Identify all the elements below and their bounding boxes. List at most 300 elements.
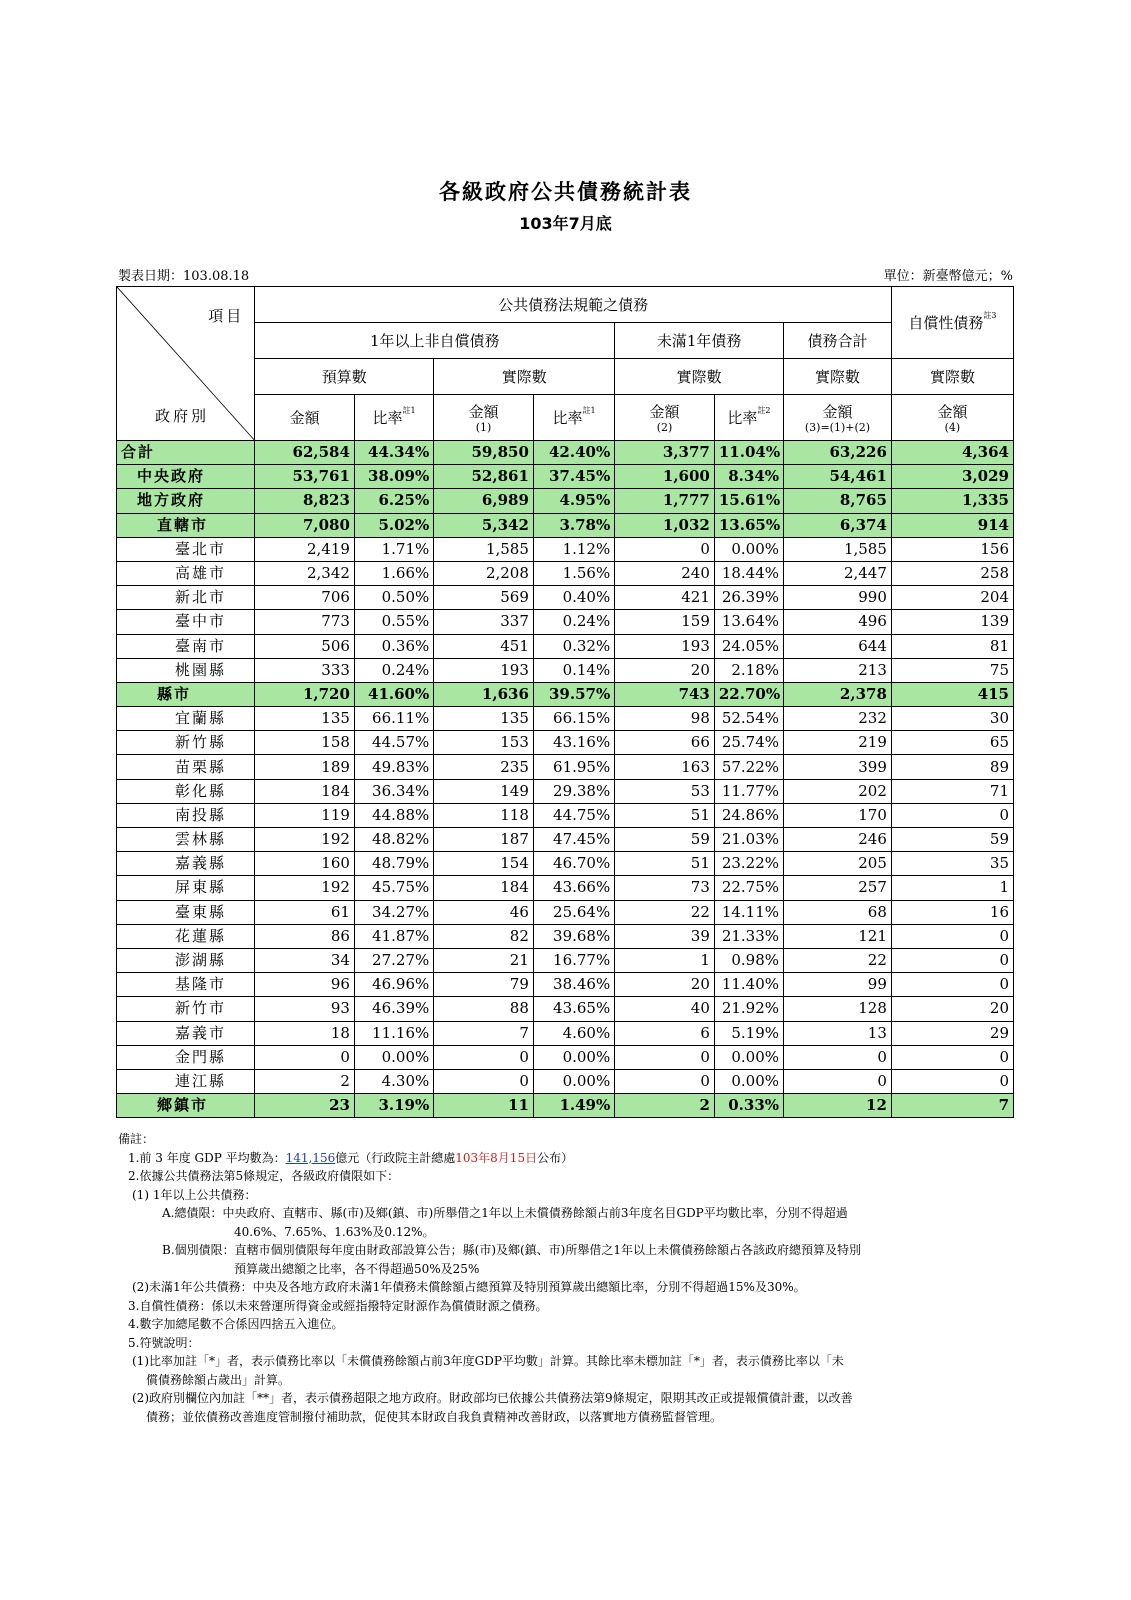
actual-amt-cell: 6,989 xyxy=(434,489,534,513)
actual-ratio-cell: 25.64% xyxy=(533,900,614,924)
self-cell: 0 xyxy=(891,924,1013,948)
gov-name-cell: 宜蘭縣 xyxy=(117,707,255,731)
short-ratio-cell: 11.40% xyxy=(714,973,783,997)
debt-table xyxy=(116,286,1014,1118)
short-ratio-header: 比率$^{註2}$ xyxy=(714,395,783,441)
actual-amt-cell: 135 xyxy=(434,707,534,731)
short-amt-cell: 2 xyxy=(615,1094,715,1118)
table-row xyxy=(117,948,1014,972)
table-row xyxy=(117,828,1014,852)
total-cell: 54,461 xyxy=(784,465,892,489)
self-cell: 71 xyxy=(891,779,1013,803)
short-amt-cell: 59 xyxy=(615,828,715,852)
total-cell: 22 xyxy=(784,948,892,972)
notes-heading: 備註： xyxy=(118,1132,155,1146)
short-amount-header: 金額 (2) xyxy=(615,395,715,441)
budget-amt-cell: 34 xyxy=(255,948,355,972)
short-ratio-cell: 0.98% xyxy=(714,948,783,972)
budget-amt-cell: 8,823 xyxy=(255,489,355,513)
short-amt-cell: 1,032 xyxy=(615,513,715,537)
budget-ratio-cell: 0.50% xyxy=(354,586,433,610)
budget-amt-cell: 18 xyxy=(255,1021,355,1045)
actual-ratio-cell: 43.16% xyxy=(533,731,614,755)
gov-name-cell: 屏東縣 xyxy=(117,876,255,900)
note-5-1: (1)比率加註「*」者，表示債務比率以「未償債務餘額占前3年度GDP平均數」計算。其餘比率未標加註「*」者，表示債務比率以「未 xyxy=(132,1354,844,1368)
self-cell: 29 xyxy=(891,1021,1013,1045)
budget-ratio-cell: 41.87% xyxy=(354,924,433,948)
short-amt-cell: 51 xyxy=(615,803,715,827)
actual-amt-cell: 451 xyxy=(434,634,534,658)
table-row xyxy=(117,658,1014,682)
table-row xyxy=(117,1045,1014,1069)
actual-ratio-cell: 66.15% xyxy=(533,707,614,731)
total-cell: 219 xyxy=(784,731,892,755)
self-cell: 0 xyxy=(891,803,1013,827)
actual-amt-cell: 187 xyxy=(434,828,534,852)
gov-name-cell: 合計 xyxy=(117,441,255,465)
table-row xyxy=(117,973,1014,997)
table-row xyxy=(117,779,1014,803)
actual-ratio-cell: 39.57% xyxy=(533,682,614,706)
gov-name-cell: 臺北市 xyxy=(117,537,255,561)
short-amt-cell: 20 xyxy=(615,658,715,682)
total-cell: 8,765 xyxy=(784,489,892,513)
short-amt-cell: 1,777 xyxy=(615,489,715,513)
self-cell: 3,029 xyxy=(891,465,1013,489)
actual-ratio-cell: 61.95% xyxy=(533,755,614,779)
short-ratio-cell: 24.05% xyxy=(714,634,783,658)
short-amt-cell: 98 xyxy=(615,707,715,731)
budget-amt-cell: 158 xyxy=(255,731,355,755)
actual-amt-cell: 7 xyxy=(434,1021,534,1045)
total-cell: 246 xyxy=(784,828,892,852)
budget-ratio-cell: 66.11% xyxy=(354,707,433,731)
gov-name-cell: 南投縣 xyxy=(117,803,255,827)
budget-ratio-cell: 34.27% xyxy=(354,900,433,924)
table-row xyxy=(117,707,1014,731)
gdp-link[interactable]: 141,156 xyxy=(285,1150,336,1165)
actual-amt-cell: 0 xyxy=(434,1069,534,1093)
short-amt-cell: 40 xyxy=(615,997,715,1021)
self-cell: 35 xyxy=(891,852,1013,876)
short-ratio-cell: 0.00% xyxy=(714,1045,783,1069)
actual-amt-cell: 1,585 xyxy=(434,537,534,561)
gov-name-cell: 嘉義縣 xyxy=(117,852,255,876)
actual-ratio-cell: 42.40% xyxy=(533,441,614,465)
short-amt-cell: 3,377 xyxy=(615,441,715,465)
gov-name-cell: 鄉鎮市 xyxy=(117,1094,255,1118)
budget-ratio-cell: 5.02% xyxy=(354,513,433,537)
self-cell: 0 xyxy=(891,1045,1013,1069)
made-date: 製表日期：103.08.18 xyxy=(118,269,250,284)
actual-ratio-cell: 0.00% xyxy=(533,1045,614,1069)
self-cell: 4,364 xyxy=(891,441,1013,465)
gov-name-cell: 基隆市 xyxy=(117,973,255,997)
gov-name-cell: 直轄市 xyxy=(117,513,255,537)
short-amt-cell: 743 xyxy=(615,682,715,706)
total-cell: 6,374 xyxy=(784,513,892,537)
actual-ratio-cell: 0.14% xyxy=(533,658,614,682)
actual-amt-cell: 337 xyxy=(434,610,534,634)
gov-name-cell: 彰化縣 xyxy=(117,779,255,803)
budget-amt-cell: 2 xyxy=(255,1069,355,1093)
note-5-2: (2)政府別欄位內加註「**」者，表示債務超限之地方政府。財政部均已依據公共債務法第9條規定，限期其改正或提報償債計畫，以改善 xyxy=(132,1391,853,1405)
self-cell: 1 xyxy=(891,876,1013,900)
budget-ratio-cell: 44.57% xyxy=(354,731,433,755)
budget-ratio-cell: 0.55% xyxy=(354,610,433,634)
gov-name-cell: 澎湖縣 xyxy=(117,948,255,972)
self-cell: 415 xyxy=(891,682,1013,706)
budget-amt-cell: 2,419 xyxy=(255,537,355,561)
actual-ratio-cell: 37.45% xyxy=(533,465,614,489)
table-row xyxy=(117,441,1014,465)
short-ratio-cell: 2.18% xyxy=(714,658,783,682)
actual-header: 實際數 xyxy=(434,359,615,395)
short-ratio-cell: 25.74% xyxy=(714,731,783,755)
budget-amt-cell: 7,080 xyxy=(255,513,355,537)
short-ratio-cell: 5.19% xyxy=(714,1021,783,1045)
budget-ratio-cell: 1.71% xyxy=(354,537,433,561)
total-cell: 99 xyxy=(784,973,892,997)
gov-name-cell: 新竹市 xyxy=(117,997,255,1021)
total-cell: 644 xyxy=(784,634,892,658)
total-amount-header: 金額 (3)=(1)+(2) xyxy=(784,395,892,441)
gov-name-cell: 嘉義市 xyxy=(117,1021,255,1045)
actual-amt-cell: 118 xyxy=(434,803,534,827)
table-row xyxy=(117,803,1014,827)
page-title: 各級政府公共債務統計表 xyxy=(439,180,692,204)
short-amt-cell: 6 xyxy=(615,1021,715,1045)
table-row xyxy=(117,997,1014,1021)
self-cell: 89 xyxy=(891,755,1013,779)
short-amt-cell: 0 xyxy=(615,1045,715,1069)
total-cell: 63,226 xyxy=(784,441,892,465)
table-row xyxy=(117,731,1014,755)
total-cell: 2,378 xyxy=(784,682,892,706)
self-cell: 16 xyxy=(891,900,1013,924)
gov-name-cell: 地方政府 xyxy=(117,489,255,513)
self-liquidating-header: 自償性債務$^{註3}$ xyxy=(891,287,1013,359)
self-cell: 914 xyxy=(891,513,1013,537)
self-amount-header: 金額 (4) xyxy=(891,395,1013,441)
short-ratio-cell: 0.33% xyxy=(714,1094,783,1118)
total-cell: 128 xyxy=(784,997,892,1021)
self-cell: 139 xyxy=(891,610,1013,634)
self-cell: 204 xyxy=(891,586,1013,610)
budget-amt-cell: 96 xyxy=(255,973,355,997)
actual-ratio-cell: 3.78% xyxy=(533,513,614,537)
gov-name-cell: 金門縣 xyxy=(117,1045,255,1069)
short-amt-cell: 163 xyxy=(615,755,715,779)
table-row xyxy=(117,634,1014,658)
actual-amt-cell: 184 xyxy=(434,876,534,900)
self-cell: 0 xyxy=(891,948,1013,972)
over-1y-header: 1年以上非自償債務 xyxy=(255,323,615,359)
note-5-2-cont: 債務；並依債務改善進度管制撥付補助款，促使其本財政自我負責精神改善財政，以落實地方債務監督管理。 xyxy=(146,1409,723,1424)
short-ratio-cell: 0.00% xyxy=(714,1069,783,1093)
table-row xyxy=(117,876,1014,900)
short-amt-cell: 1 xyxy=(615,948,715,972)
actual-ratio-cell: 4.95% xyxy=(533,489,614,513)
actual-ratio-cell: 1.56% xyxy=(533,561,614,585)
note-3: 3.自償性債務：係以未來營運所得資金或經指撥特定財源作為償債財源之債務。 xyxy=(128,1298,548,1313)
note-2: 2.依據公共債務法第5條規定，各級政府債限如下： xyxy=(128,1169,400,1183)
self-cell: 20 xyxy=(891,997,1013,1021)
page-subtitle: 103年7月底 xyxy=(519,214,612,233)
short-ratio-cell: 8.34% xyxy=(714,465,783,489)
budget-amt-cell: 706 xyxy=(255,586,355,610)
short-ratio-cell: 21.03% xyxy=(714,828,783,852)
budget-amt-cell: 62,584 xyxy=(255,441,355,465)
table-row xyxy=(117,513,1014,537)
gov-name-cell: 臺南市 xyxy=(117,634,255,658)
short-ratio-cell: 23.22% xyxy=(714,852,783,876)
short-ratio-cell: 18.44% xyxy=(714,561,783,585)
budget-ratio-cell: 0.24% xyxy=(354,658,433,682)
budget-ratio-cell: 1.66% xyxy=(354,561,433,585)
actual-ratio-cell: 1.12% xyxy=(533,537,614,561)
total-cell: 0 xyxy=(784,1069,892,1093)
budget-ratio-cell: 48.79% xyxy=(354,852,433,876)
self-cell: 59 xyxy=(891,828,1013,852)
table-row xyxy=(117,1094,1014,1118)
note-2-1: (1) 1年以上公共債務： xyxy=(132,1187,257,1202)
notes-section xyxy=(118,1130,1018,1426)
budget-ratio-cell: 0.00% xyxy=(354,1045,433,1069)
actual-amt-cell: 52,861 xyxy=(434,465,534,489)
note-2-2: (2)未滿1年公共債務：中央及各地方政府未滿1年債務未償餘額占總預算及特別預算歲出總額比率，分別不得超過15%及30%。 xyxy=(132,1280,806,1294)
total-cell: 1,585 xyxy=(784,537,892,561)
actual-amt-cell: 82 xyxy=(434,924,534,948)
actual-amt-cell: 154 xyxy=(434,852,534,876)
total-debt-header: 債務合計 xyxy=(784,323,892,359)
short-amt-cell: 53 xyxy=(615,779,715,803)
budget-header: 預算數 xyxy=(255,359,434,395)
self-cell: 65 xyxy=(891,731,1013,755)
actual-amt-cell: 149 xyxy=(434,779,534,803)
budget-amt-cell: 189 xyxy=(255,755,355,779)
total-cell: 0 xyxy=(784,1045,892,1069)
gov-name-cell: 連江縣 xyxy=(117,1069,255,1093)
budget-ratio-cell: 46.39% xyxy=(354,997,433,1021)
budget-ratio-cell: 44.88% xyxy=(354,803,433,827)
note-2-1-a: A.總債限：中央政府、直轄市、縣(市)及鄉(鎮、市)所舉借之1年以上未償債務餘額占前3年度名目GDP平均數比率，分別不得超過 xyxy=(162,1206,848,1220)
actual-amt-cell: 1,636 xyxy=(434,682,534,706)
actual-ratio-cell: 1.49% xyxy=(533,1094,614,1118)
budget-ratio-cell: 3.19% xyxy=(354,1094,433,1118)
short-amt-cell: 22 xyxy=(615,900,715,924)
gov-name-cell: 中央政府 xyxy=(117,465,255,489)
gov-name-cell: 新竹縣 xyxy=(117,731,255,755)
budget-ratio-cell: 11.16% xyxy=(354,1021,433,1045)
budget-amt-cell: 333 xyxy=(255,658,355,682)
total-cell: 213 xyxy=(784,658,892,682)
budget-ratio-cell: 49.83% xyxy=(354,755,433,779)
total-cell: 13 xyxy=(784,1021,892,1045)
budget-ratio-cell: 46.96% xyxy=(354,973,433,997)
table-row xyxy=(117,924,1014,948)
budget-ratio-cell: 41.60% xyxy=(354,682,433,706)
short-amt-cell: 240 xyxy=(615,561,715,585)
gov-name-cell: 縣市 xyxy=(117,682,255,706)
note-5: 5.符號說明： xyxy=(128,1335,200,1350)
actual-amt-cell: 46 xyxy=(434,900,534,924)
budget-ratio-cell: 45.75% xyxy=(354,876,433,900)
budget-ratio-cell: 4.30% xyxy=(354,1069,433,1093)
short-ratio-cell: 13.65% xyxy=(714,513,783,537)
actual-amt-cell: 153 xyxy=(434,731,534,755)
self-cell: 0 xyxy=(891,973,1013,997)
gov-label: 政府別 xyxy=(155,407,210,425)
total-cell: 232 xyxy=(784,707,892,731)
short-ratio-cell: 11.04% xyxy=(714,441,783,465)
total-cell: 399 xyxy=(784,755,892,779)
short-ratio-cell: 21.92% xyxy=(714,997,783,1021)
short-ratio-cell: 15.61% xyxy=(714,489,783,513)
budget-ratio-header: 比率$^{註1}$ xyxy=(354,395,433,441)
short-ratio-cell: 22.70% xyxy=(714,682,783,706)
table-row xyxy=(117,561,1014,585)
short-ratio-cell: 26.39% xyxy=(714,586,783,610)
actual-ratio-header: 比率$^{註1}$ xyxy=(533,395,614,441)
actual-amt-cell: 59,850 xyxy=(434,441,534,465)
actual-amt-cell: 79 xyxy=(434,973,534,997)
short-ratio-cell: 11.77% xyxy=(714,779,783,803)
short-ratio-cell: 57.22% xyxy=(714,755,783,779)
budget-amt-cell: 93 xyxy=(255,997,355,1021)
table-row xyxy=(117,755,1014,779)
self-cell: 75 xyxy=(891,658,1013,682)
table-row xyxy=(117,586,1014,610)
budget-ratio-cell: 38.09% xyxy=(354,465,433,489)
total-cell: 496 xyxy=(784,610,892,634)
table-row xyxy=(117,1021,1014,1045)
actual-ratio-cell: 47.45% xyxy=(533,828,614,852)
budget-amount-header: 金額 xyxy=(255,395,355,441)
gov-name-cell: 花蓮縣 xyxy=(117,924,255,948)
actual-amt-cell: 193 xyxy=(434,658,534,682)
law-scope-header: 公共債務法規範之債務 xyxy=(255,287,892,323)
short-amt-cell: 20 xyxy=(615,973,715,997)
budget-ratio-cell: 27.27% xyxy=(354,948,433,972)
total-cell: 205 xyxy=(784,852,892,876)
budget-amt-cell: 773 xyxy=(255,610,355,634)
table-row xyxy=(117,489,1014,513)
short-amt-cell: 1,600 xyxy=(615,465,715,489)
total-cell: 202 xyxy=(784,779,892,803)
short-amt-cell: 51 xyxy=(615,852,715,876)
actual-amt-cell: 235 xyxy=(434,755,534,779)
budget-amt-cell: 135 xyxy=(255,707,355,731)
table-row xyxy=(117,1069,1014,1093)
actual-amt-cell: 5,342 xyxy=(434,513,534,537)
total-cell: 121 xyxy=(784,924,892,948)
gov-name-cell: 臺東縣 xyxy=(117,900,255,924)
short-amt-cell: 66 xyxy=(615,731,715,755)
gov-name-cell: 新北市 xyxy=(117,586,255,610)
actual-ratio-cell: 0.40% xyxy=(533,586,614,610)
short-amt-cell: 0 xyxy=(615,1069,715,1093)
corner-header xyxy=(117,287,255,441)
total-cell: 170 xyxy=(784,803,892,827)
note-4: 4.數字加總尾數不合係因四捨五入進位。 xyxy=(128,1317,344,1331)
self-cell: 156 xyxy=(891,537,1013,561)
gov-name-cell: 桃園縣 xyxy=(117,658,255,682)
budget-amt-cell: 119 xyxy=(255,803,355,827)
actual-amount-header: 金額 (1) xyxy=(434,395,534,441)
total-cell: 68 xyxy=(784,900,892,924)
budget-ratio-cell: 44.34% xyxy=(354,441,433,465)
self-cell: 7 xyxy=(891,1094,1013,1118)
budget-ratio-cell: 48.82% xyxy=(354,828,433,852)
actual-ratio-cell: 43.65% xyxy=(533,997,614,1021)
actual-ratio-cell: 39.68% xyxy=(533,924,614,948)
note-1: 1.前 3 年度 GDP 平均數為：141,156億元（行政院主計總處103年8月15日公布） xyxy=(128,1150,574,1165)
budget-amt-cell: 86 xyxy=(255,924,355,948)
actual-ratio-cell: 46.70% xyxy=(533,852,614,876)
budget-amt-cell: 23 xyxy=(255,1094,355,1118)
actual-amt-cell: 21 xyxy=(434,948,534,972)
short-amt-cell: 0 xyxy=(615,537,715,561)
short-amt-cell: 39 xyxy=(615,924,715,948)
table-row xyxy=(117,537,1014,561)
gov-name-cell: 臺中市 xyxy=(117,610,255,634)
budget-ratio-cell: 0.36% xyxy=(354,634,433,658)
note-2-1-b-cont: 預算歲出總額之比率，各不得超過50%及25% xyxy=(234,1261,480,1276)
unit-label: 單位：新臺幣億元；% xyxy=(883,269,1013,284)
actual-amt-cell: 88 xyxy=(434,997,534,1021)
actual-ratio-cell: 38.46% xyxy=(533,973,614,997)
budget-amt-cell: 192 xyxy=(255,876,355,900)
gov-name-cell: 苗栗縣 xyxy=(117,755,255,779)
note-2-1-a-cont: 40.6%、7.65%、1.63%及0.12%。 xyxy=(234,1224,435,1239)
budget-amt-cell: 61 xyxy=(255,900,355,924)
self-cell: 0 xyxy=(891,1069,1013,1093)
actual-ratio-cell: 16.77% xyxy=(533,948,614,972)
short-ratio-cell: 52.54% xyxy=(714,707,783,731)
budget-amt-cell: 184 xyxy=(255,779,355,803)
short-ratio-cell: 21.33% xyxy=(714,924,783,948)
short-ratio-cell: 13.64% xyxy=(714,610,783,634)
total-cell: 990 xyxy=(784,586,892,610)
self-cell: 30 xyxy=(891,707,1013,731)
budget-ratio-cell: 6.25% xyxy=(354,489,433,513)
budget-amt-cell: 1,720 xyxy=(255,682,355,706)
actual-ratio-cell: 29.38% xyxy=(533,779,614,803)
budget-amt-cell: 506 xyxy=(255,634,355,658)
budget-amt-cell: 192 xyxy=(255,828,355,852)
short-ratio-cell: 0.00% xyxy=(714,537,783,561)
short-ratio-cell: 22.75% xyxy=(714,876,783,900)
actual-ratio-cell: 0.24% xyxy=(533,610,614,634)
actual-amt-cell: 2,208 xyxy=(434,561,534,585)
short-actual-header: 實際數 xyxy=(615,359,784,395)
short-amt-cell: 193 xyxy=(615,634,715,658)
actual-ratio-cell: 4.60% xyxy=(533,1021,614,1045)
total-cell: 257 xyxy=(784,876,892,900)
self-actual-header: 實際數 xyxy=(891,359,1013,395)
table-row xyxy=(117,682,1014,706)
table-row xyxy=(117,852,1014,876)
total-cell: 12 xyxy=(784,1094,892,1118)
item-label: 項目 xyxy=(208,307,245,325)
actual-amt-cell: 11 xyxy=(434,1094,534,1118)
short-ratio-cell: 14.11% xyxy=(714,900,783,924)
short-amt-cell: 421 xyxy=(615,586,715,610)
self-cell: 81 xyxy=(891,634,1013,658)
under-1y-header: 未滿1年債務 xyxy=(615,323,784,359)
total-cell: 2,447 xyxy=(784,561,892,585)
